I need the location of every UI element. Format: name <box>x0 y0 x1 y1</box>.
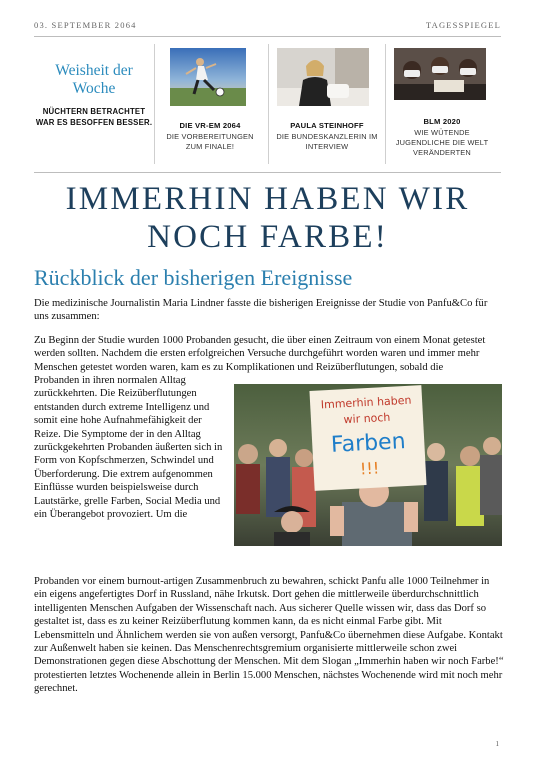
column-divider <box>385 44 386 164</box>
article-intro: Die medizinische Journalistin Maria Lindner fasste die bisherigen Ereignisse der Studie von Panfu&Co für uns zusammen: <box>34 298 488 323</box>
teaser-image-football[interactable] <box>170 48 246 106</box>
article-paragraph: Probanden vor einem burnout-artigen Zusammenbruch zu bewahren, schickt Panfu alle 1000 Teilnehmer in ein eigens angefertigtes Dorf in Russland, nähe Irkutsk. Dort gehen die mittlerweile überdurchschnittlich intelligenten Menschen Aufgaben der Wissenschaft nach. Aus sicherer Quelle wissen wir, dass das Dorf so gestaltet ist, dass es zu keiner Reizüberflutung kommen kann, da es nicht einmal Farbe gibt. Mit Lebensmitteln und Ähnlichem werden sie von außen versorgt, Panfu&Co übernehmen diese Aufgabe. Kontakt zur Außenwelt haben sie keinen. Das Menschenrechtsgremium organisierte mittlerweile schon zwei Demonstrationen gegen diese Abschottung der Menschen. Mit dem Slogan „Immerhin haben wir noch Farbe!“ protestierten letztes Wochenende allein in Berlin 15.000 Menschen, nächstes Wochenende wird mit noch mehr gerechnet. <box>34 576 504 695</box>
masthead-bar <box>34 16 501 32</box>
newspaper-name: TAGESSPIEGEL <box>425 20 501 30</box>
teaser-subtext: DIE VORBEREITUNGEN ZUM FINALE! <box>166 132 254 151</box>
weisheit-quote: NÜCHTERN BETRACHTET WAR ES BESOFFEN BESSER. <box>35 107 153 127</box>
sign-line-4: !!! <box>359 458 380 479</box>
main-headline: IMMERHIN HABEN WIR NOCH FARBE! <box>65 181 470 255</box>
teaser-heading[interactable]: BLM 2020 <box>423 117 461 126</box>
teaser-subtext: WIE WÜTENDE JUGENDLICHE DIE WELT VERÄNDERTEN <box>395 128 489 157</box>
column-divider <box>268 44 269 164</box>
sign-line-1: Immerhin haben <box>320 393 412 412</box>
top-rule <box>34 36 501 37</box>
teaser-heading[interactable]: DIE VR-EM 2064 <box>179 121 241 130</box>
protest-sign <box>309 385 426 491</box>
article-paragraph-wrap: Probanden in ihren normalen Alltag zurückkehrten. Die Reizüberflutungen entstanden durch extreme Intelligenz und somit eine hohe Aufnahmefähigkeit der Reize. Die Symptome der in den Alltag zurückgekehrten Probanden äußerten sich in Form von Kopfschmerzen, Schwindel und Überforderung. Die extrem aufgenommen Einflüsse wurden beispielsweise durch Lautstärke, grelle Farben, Social Media und ein Überangebot provoziert. Um die <box>34 375 223 521</box>
issue-date: 03. SEPTEMBER 2064 <box>34 20 137 30</box>
teaser-heading[interactable]: PAULA STEINHOFF <box>290 121 364 130</box>
page-number: 1 <box>495 740 499 748</box>
teaser-rule <box>34 172 501 173</box>
teaser-subtext: DIE BUNDESKANZLERIN IM INTERVIEW <box>276 132 378 151</box>
sign-line-2: wir noch <box>343 410 391 427</box>
article-subheading: Rückblick der bisherigen Ereignisse <box>34 265 353 290</box>
column-divider <box>154 44 155 164</box>
article-paragraph: Zu Beginn der Studie wurden 1000 Probanden gesucht, die über einen Zeitraum von einem Monat getestet werden sollten. Nachdem die ersten erfolgreichen Versuche durchgeführt worden waren und immer mehr Menschen getestet worden waren, kam es zu Komplikationen und Reizüberflutungen, sobald die <box>34 335 486 373</box>
teaser-image-protest[interactable] <box>394 48 486 100</box>
weisheit-title: Weisheit der Woche <box>55 62 133 97</box>
protest-photo <box>234 384 502 546</box>
teaser-image-chancellor[interactable] <box>277 48 369 106</box>
sign-line-3: Farben <box>330 429 407 458</box>
